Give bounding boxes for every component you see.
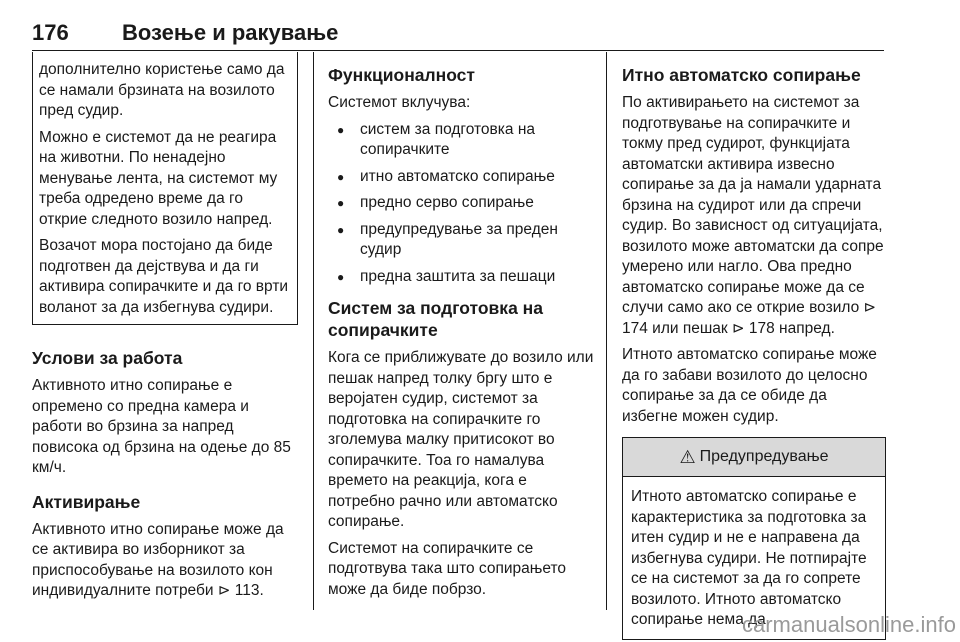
warning-title: Предупредување: [699, 447, 829, 465]
list-item: ● предна заштита за пешаци: [328, 267, 596, 288]
paragraph-brake-prep-1: Кога се приближувате до возило или пешак напред толку бргу што е веројатен судир, системот за подготовка на сопирачките го зголемува малку притисокот во сопирачките. Тоа го намалува времето на реакција, кога е потребно рачно или автоматско сопирање.: [328, 349, 594, 530]
header-rule: [32, 50, 884, 51]
page-header: [32, 20, 884, 52]
heading-conditions: Услови за работа: [32, 348, 183, 368]
paragraph-auto-braking-1: По активирањето на системот за подготвување на сопирачките и токму пред судирот, функцијата автоматски активира извесно сопирање за да ја намали ударната брзина на судирот или да спречи судир. Во зависност од ситуацијата, возилото може автоматски да сопре умерено или нагло. Ова предно автоматско сопирање може да се случи само ако се открие возило ⊳ 174 или пешак ⊳ 178 напред.: [622, 94, 884, 337]
column-3: [622, 64, 886, 640]
paragraph-brake-prep-2: Системот на сопирачките се подготвува така што сопирањето може да биде побрзо.: [328, 539, 567, 598]
list-item: ● предно серво сопирање: [328, 193, 596, 214]
paragraph-activation: Активното итно сопирање може да се активира во изборникот за приспособување на возилото кон индивидуалните потреби ⊳ 113.: [32, 520, 284, 599]
page-number: 176: [32, 20, 69, 45]
watermark: carmanualsonline.info: [741, 612, 956, 637]
column-divider-1: [313, 52, 314, 610]
heading-auto-braking: Итно автоматско сопирање: [622, 65, 861, 85]
warning-box: [622, 437, 886, 640]
reference-arrow-icon: ⊳: [863, 299, 877, 316]
heading-activation: Активирање: [32, 491, 141, 512]
continued-note-box: [32, 52, 298, 325]
heading-brake-prep: Систем за подготовка на сопирачките: [328, 298, 543, 340]
page-reference-link[interactable]: 174 или пешак: [622, 319, 728, 337]
warning-text: Итното автоматско сопирање е карактеристика за подготовка за итен судир и не е направена да избегнува судири. Не потпирајте се на системот за да го сопрете возилото. Итното автоматско сопирање нема да: [631, 488, 867, 628]
column-divider-2: [606, 52, 607, 610]
note-paragraph: дополнително користење само да се намали брзината на возилото пред судир.: [39, 61, 285, 119]
list-item: ● итно автоматско сопирање: [328, 167, 596, 188]
chapter-title: Возење и ракување: [122, 20, 339, 45]
note-paragraph: Можно е системот да не реагира на животни. По ненадејно менување лента, на системот му треба одредено време да го открие следното возило напред.: [39, 128, 278, 228]
heading-function: Функционалност: [328, 65, 475, 85]
list-item: ● предупредување за преден судир: [328, 220, 596, 261]
reference-arrow-icon: ⊳: [732, 319, 745, 337]
column-1: [32, 52, 298, 608]
paragraph-function: Системот вклучува:: [328, 94, 471, 111]
warning-triangle-icon: ⚠: [679, 446, 696, 467]
page-reference-link[interactable]: 178 напред.: [748, 319, 835, 337]
warning-header: [623, 438, 885, 477]
list-item: ● систем за подготовка на сопирачките: [328, 120, 596, 161]
reference-arrow-icon: ⊳: [217, 582, 231, 599]
feature-list: [328, 120, 596, 288]
paragraph-auto-braking-2: Итното автоматско сопирање може да го забави возилото до целосно сопирање за да се обиде да избегне можен судир.: [622, 346, 877, 425]
page-reference-link[interactable]: 113.: [234, 582, 264, 599]
column-2: [328, 64, 596, 606]
paragraph-conditions: Активното итно сопирање е опремено со предна камера и работи во брзина за напред повисока од брзина на одење до 85 км/ч.: [32, 377, 291, 476]
note-paragraph: Возачот мора постојано да биде подготвен да дејствува и да ги активира сопирачките и да го врти воланот за да избегнува судири.: [39, 237, 289, 316]
